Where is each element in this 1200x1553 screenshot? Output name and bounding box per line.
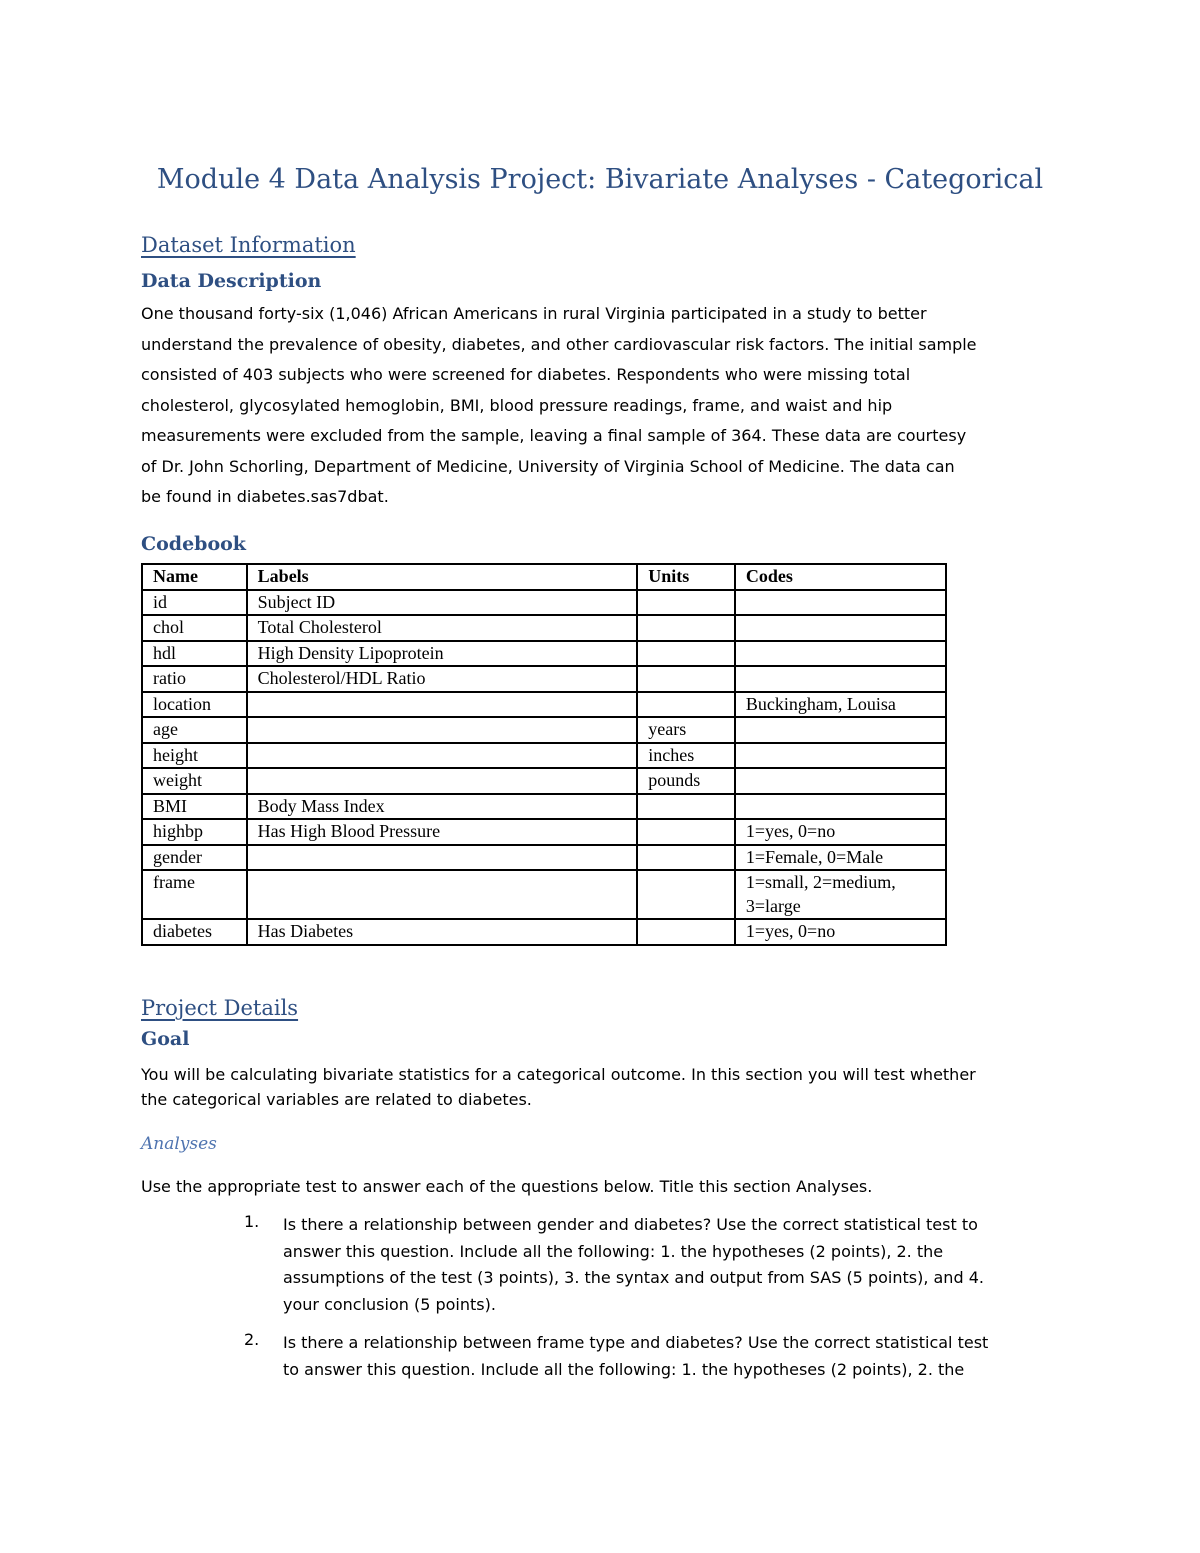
question-number: 1.: [244, 1212, 260, 1231]
question-line: your conclusion (5 points).: [283, 1294, 496, 1314]
goal-paragraph: [141, 1062, 1061, 1112]
table-row: [142, 666, 946, 692]
cell-name: highbp: [142, 819, 247, 845]
question-number: 2.: [244, 1330, 260, 1349]
cell-codes: 1=yes, 0=no: [735, 819, 946, 845]
project-details-heading: Project Details: [141, 996, 299, 1020]
cell-codes: 1=small, 2=medium, 3=large: [735, 870, 946, 919]
description-line: consisted of 403 subjects who were screened for diabetes. Respondents who were missing total: [141, 365, 911, 384]
table-row: [142, 743, 946, 769]
cell-codes: [735, 641, 946, 667]
cell-units: [637, 919, 735, 945]
cell-units: [637, 819, 735, 845]
cell-codes: [735, 794, 946, 820]
cell-codes: 1=yes, 0=no: [735, 919, 946, 945]
cell-codes: [735, 666, 946, 692]
table-row: [142, 845, 946, 871]
questions-list: [244, 1212, 1064, 1395]
cell-units: [637, 870, 735, 919]
cell-label: Body Mass Index: [247, 794, 638, 820]
cell-name: height: [142, 743, 247, 769]
analyses-heading: Analyses: [141, 1134, 217, 1154]
cell-name: chol: [142, 615, 247, 641]
description-line: understand the prevalence of obesity, diabetes, and other cardiovascular risk factors. The initial sample: [141, 334, 977, 354]
cell-name: age: [142, 717, 247, 743]
column-header-name: Name: [142, 564, 247, 590]
cell-codes: [735, 768, 946, 794]
cell-name: ratio: [142, 666, 247, 692]
cell-name: frame: [142, 870, 247, 919]
table-row: [142, 590, 946, 616]
cell-units: [637, 666, 735, 692]
cell-name: diabetes: [142, 919, 247, 945]
cell-name: weight: [142, 768, 247, 794]
cell-codes: [735, 590, 946, 616]
column-header-codes: Codes: [735, 564, 946, 590]
table-row: [142, 692, 946, 718]
dataset-information-heading: Dataset Information: [141, 233, 356, 257]
cell-name: BMI: [142, 794, 247, 820]
cell-label: High Density Lipoprotein: [247, 641, 638, 667]
column-header-labels: Labels: [247, 564, 638, 590]
description-line: measurements were excluded from the sample, leaving a final sample of 364. These data are courtesy: [141, 426, 967, 445]
cell-label: [247, 717, 638, 743]
table-row: [142, 870, 946, 919]
table-row: [142, 768, 946, 794]
goal-heading: Goal: [141, 1028, 190, 1050]
cell-units: [637, 794, 735, 820]
goal-line: You will be calculating bivariate statistics for a categorical outcome. In this section you will test whether: [141, 1065, 976, 1084]
question-line: Is there a relationship between gender and diabetes? Use the correct statistical test to: [283, 1215, 978, 1234]
cell-codes: 1=Female, 0=Male: [735, 845, 946, 871]
cell-units: [637, 641, 735, 667]
cell-name: location: [142, 692, 247, 718]
description-line: cholesterol, glycosylated hemoglobin, BMI, blood pressure readings, frame, and waist and hip: [141, 395, 893, 415]
cell-name: gender: [142, 845, 247, 871]
cell-label: Cholesterol/HDL Ratio: [247, 666, 638, 692]
document-title: Module 4 Data Analysis Project: Bivariate Analyses - Categorical: [156, 164, 1044, 195]
cell-label: [247, 768, 638, 794]
cell-name: hdl: [142, 641, 247, 667]
cell-label: Subject ID: [247, 590, 638, 616]
question-line: Is there a relationship between frame type and diabetes? Use the correct statistical test: [283, 1333, 989, 1352]
codebook-heading: Codebook: [141, 533, 246, 555]
description-line: of Dr. John Schorling, Department of Medicine, University of Virginia School of Medicine. The data can: [141, 456, 955, 476]
list-item: [244, 1330, 1064, 1383]
cell-codes: [735, 615, 946, 641]
cell-name: id: [142, 590, 247, 616]
cell-units: [637, 845, 735, 871]
cell-label: Has Diabetes: [247, 919, 638, 945]
cell-units: [637, 615, 735, 641]
data-description-paragraph: [141, 299, 1061, 513]
cell-codes: Buckingham, Louisa: [735, 692, 946, 718]
table-row: [142, 641, 946, 667]
question-line: to answer this question. Include all the following: 1. the hypotheses (2 points), 2. the: [283, 1359, 965, 1379]
cell-units: pounds: [637, 768, 735, 794]
cell-label: [247, 692, 638, 718]
table-row: [142, 717, 946, 743]
question-line: answer this question. Include all the following: 1. the hypotheses (2 points), 2. the: [283, 1241, 944, 1261]
list-item: [244, 1212, 1064, 1318]
cell-label: Total Cholesterol: [247, 615, 638, 641]
codebook-header-row: [142, 564, 946, 590]
codebook-table: [141, 563, 947, 946]
table-row: [142, 919, 946, 945]
question-line: assumptions of the test (3 points), 3. the syntax and output from SAS (5 points), and 4.: [283, 1268, 984, 1287]
analyses-intro: Use the appropriate test to answer each of the questions below. Title this section Analyses.: [141, 1177, 873, 1196]
cell-units: years: [637, 717, 735, 743]
cell-label: [247, 743, 638, 769]
cell-codes: [735, 743, 946, 769]
description-line: One thousand forty-six (1,046) African Americans in rural Virginia participated in a study to better: [141, 304, 927, 323]
cell-label: [247, 870, 638, 919]
cell-units: [637, 590, 735, 616]
cell-units: inches: [637, 743, 735, 769]
goal-line: the categorical variables are related to diabetes.: [141, 1090, 532, 1109]
column-header-units: Units: [637, 564, 735, 590]
cell-label: Has High Blood Pressure: [247, 819, 638, 845]
table-row: [142, 615, 946, 641]
cell-codes: [735, 717, 946, 743]
cell-units: [637, 692, 735, 718]
data-description-heading: Data Description: [141, 270, 322, 292]
table-row: [142, 819, 946, 845]
table-row: [142, 794, 946, 820]
cell-label: [247, 845, 638, 871]
description-line: be found in diabetes.sas7dbat.: [141, 487, 389, 506]
